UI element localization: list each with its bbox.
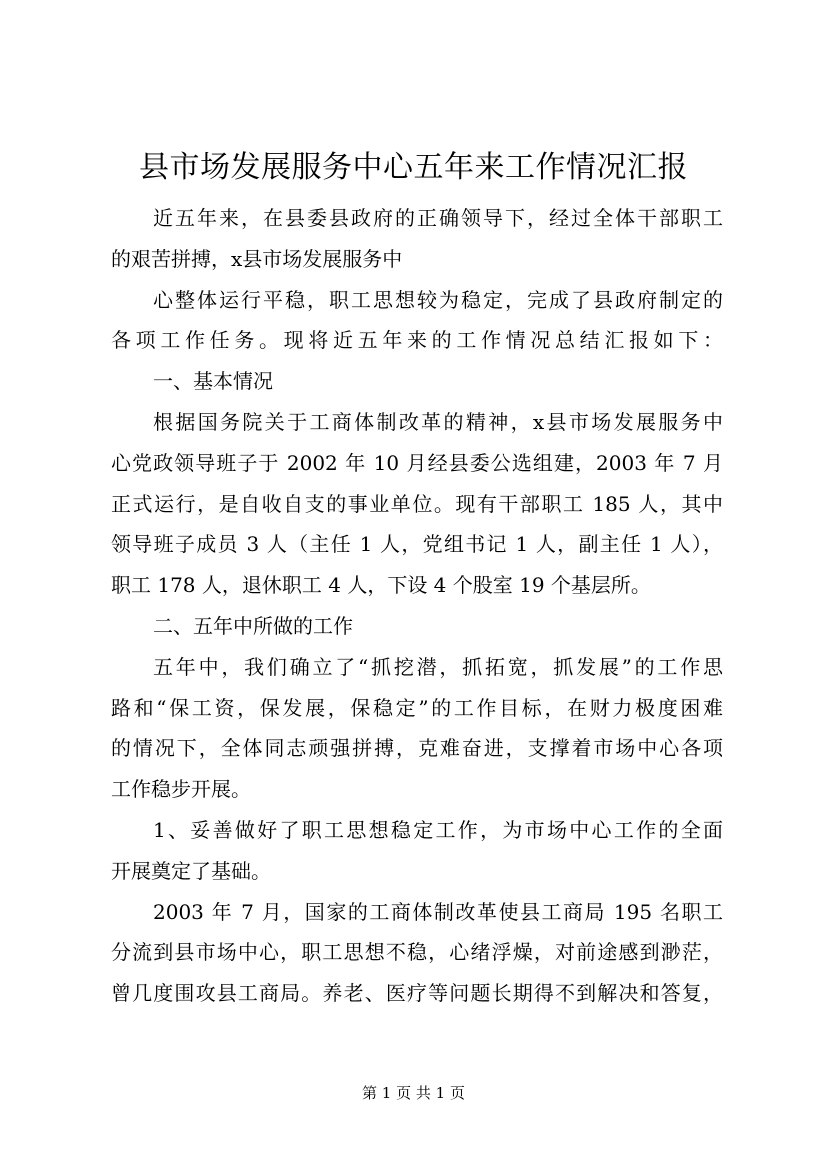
section-heading: 二、五年中所做的工作: [153, 613, 353, 638]
paragraph-line: 的情况下，全体同志顽强拼搏，克难奋进，支撑着市场中心各项: [111, 736, 723, 761]
section-heading: 一、基本情况: [153, 369, 273, 394]
paragraph-line: 1、妥善做好了职工思想稳定工作，为市场中心工作的全面: [153, 817, 723, 842]
paragraph-line: 近五年来，在县委县政府的正确领导下，经过全体干部职工: [153, 206, 723, 230]
paragraph-line: 领导班子成员 3 人（主任 1 人，党组书记 1 人，副主任 1 人），: [111, 532, 723, 557]
paragraph-line: 根据国务院关于工商体制改革的精神，x县市场发展服务中: [153, 409, 723, 434]
paragraph-line: 五年中，我们确立了“抓挖潜，抓拓宽，抓发展”的工作思: [153, 654, 723, 679]
document-body: [111, 198, 723, 1014]
page-footer: 第 1 页 共 1 页: [362, 1084, 465, 1102]
paragraph-line: 各项工作任务。现将近五年来的工作情况总结汇报如下：: [111, 328, 723, 353]
paragraph-line: 路和“保工资，保发展，保稳定”的工作目标，在财力极度困难: [111, 695, 723, 720]
paragraph-line: 开展奠定了基础。: [111, 858, 271, 883]
paragraph-line: 职工 178 人，退休职工 4 人，下设 4 个股室 19 个基层所。: [111, 573, 651, 598]
paragraph-line: 分流到县市场中心，职工思想不稳，心绪浮燥，对前途感到渺茫，: [111, 940, 723, 965]
paragraph-line: 心整体运行平稳，职工思想较为稳定，完成了县政府制定的: [153, 287, 723, 312]
document-title: 县市场发展服务中心五年来工作情况汇报: [139, 150, 688, 185]
paragraph-line: 曾几度围攻县工商局。养老、医疗等问题长期得不到解决和答复，: [111, 981, 723, 1006]
paragraph-line: 正式运行，是自收自支的事业单位。现有干部职工 185 人，其中: [111, 491, 723, 516]
paragraph-line: 2003 年 7 月，国家的工商体制改革使县工商局 195 名职工: [153, 899, 723, 924]
paragraph-line: 的艰苦拼搏，x县市场发展服务中: [111, 246, 403, 271]
paragraph-line: 工作稳步开展。: [111, 777, 251, 802]
paragraph-line: 心党政领导班子于 2002 年 10 月经县委公选组建，2003 年 7 月: [111, 450, 723, 475]
